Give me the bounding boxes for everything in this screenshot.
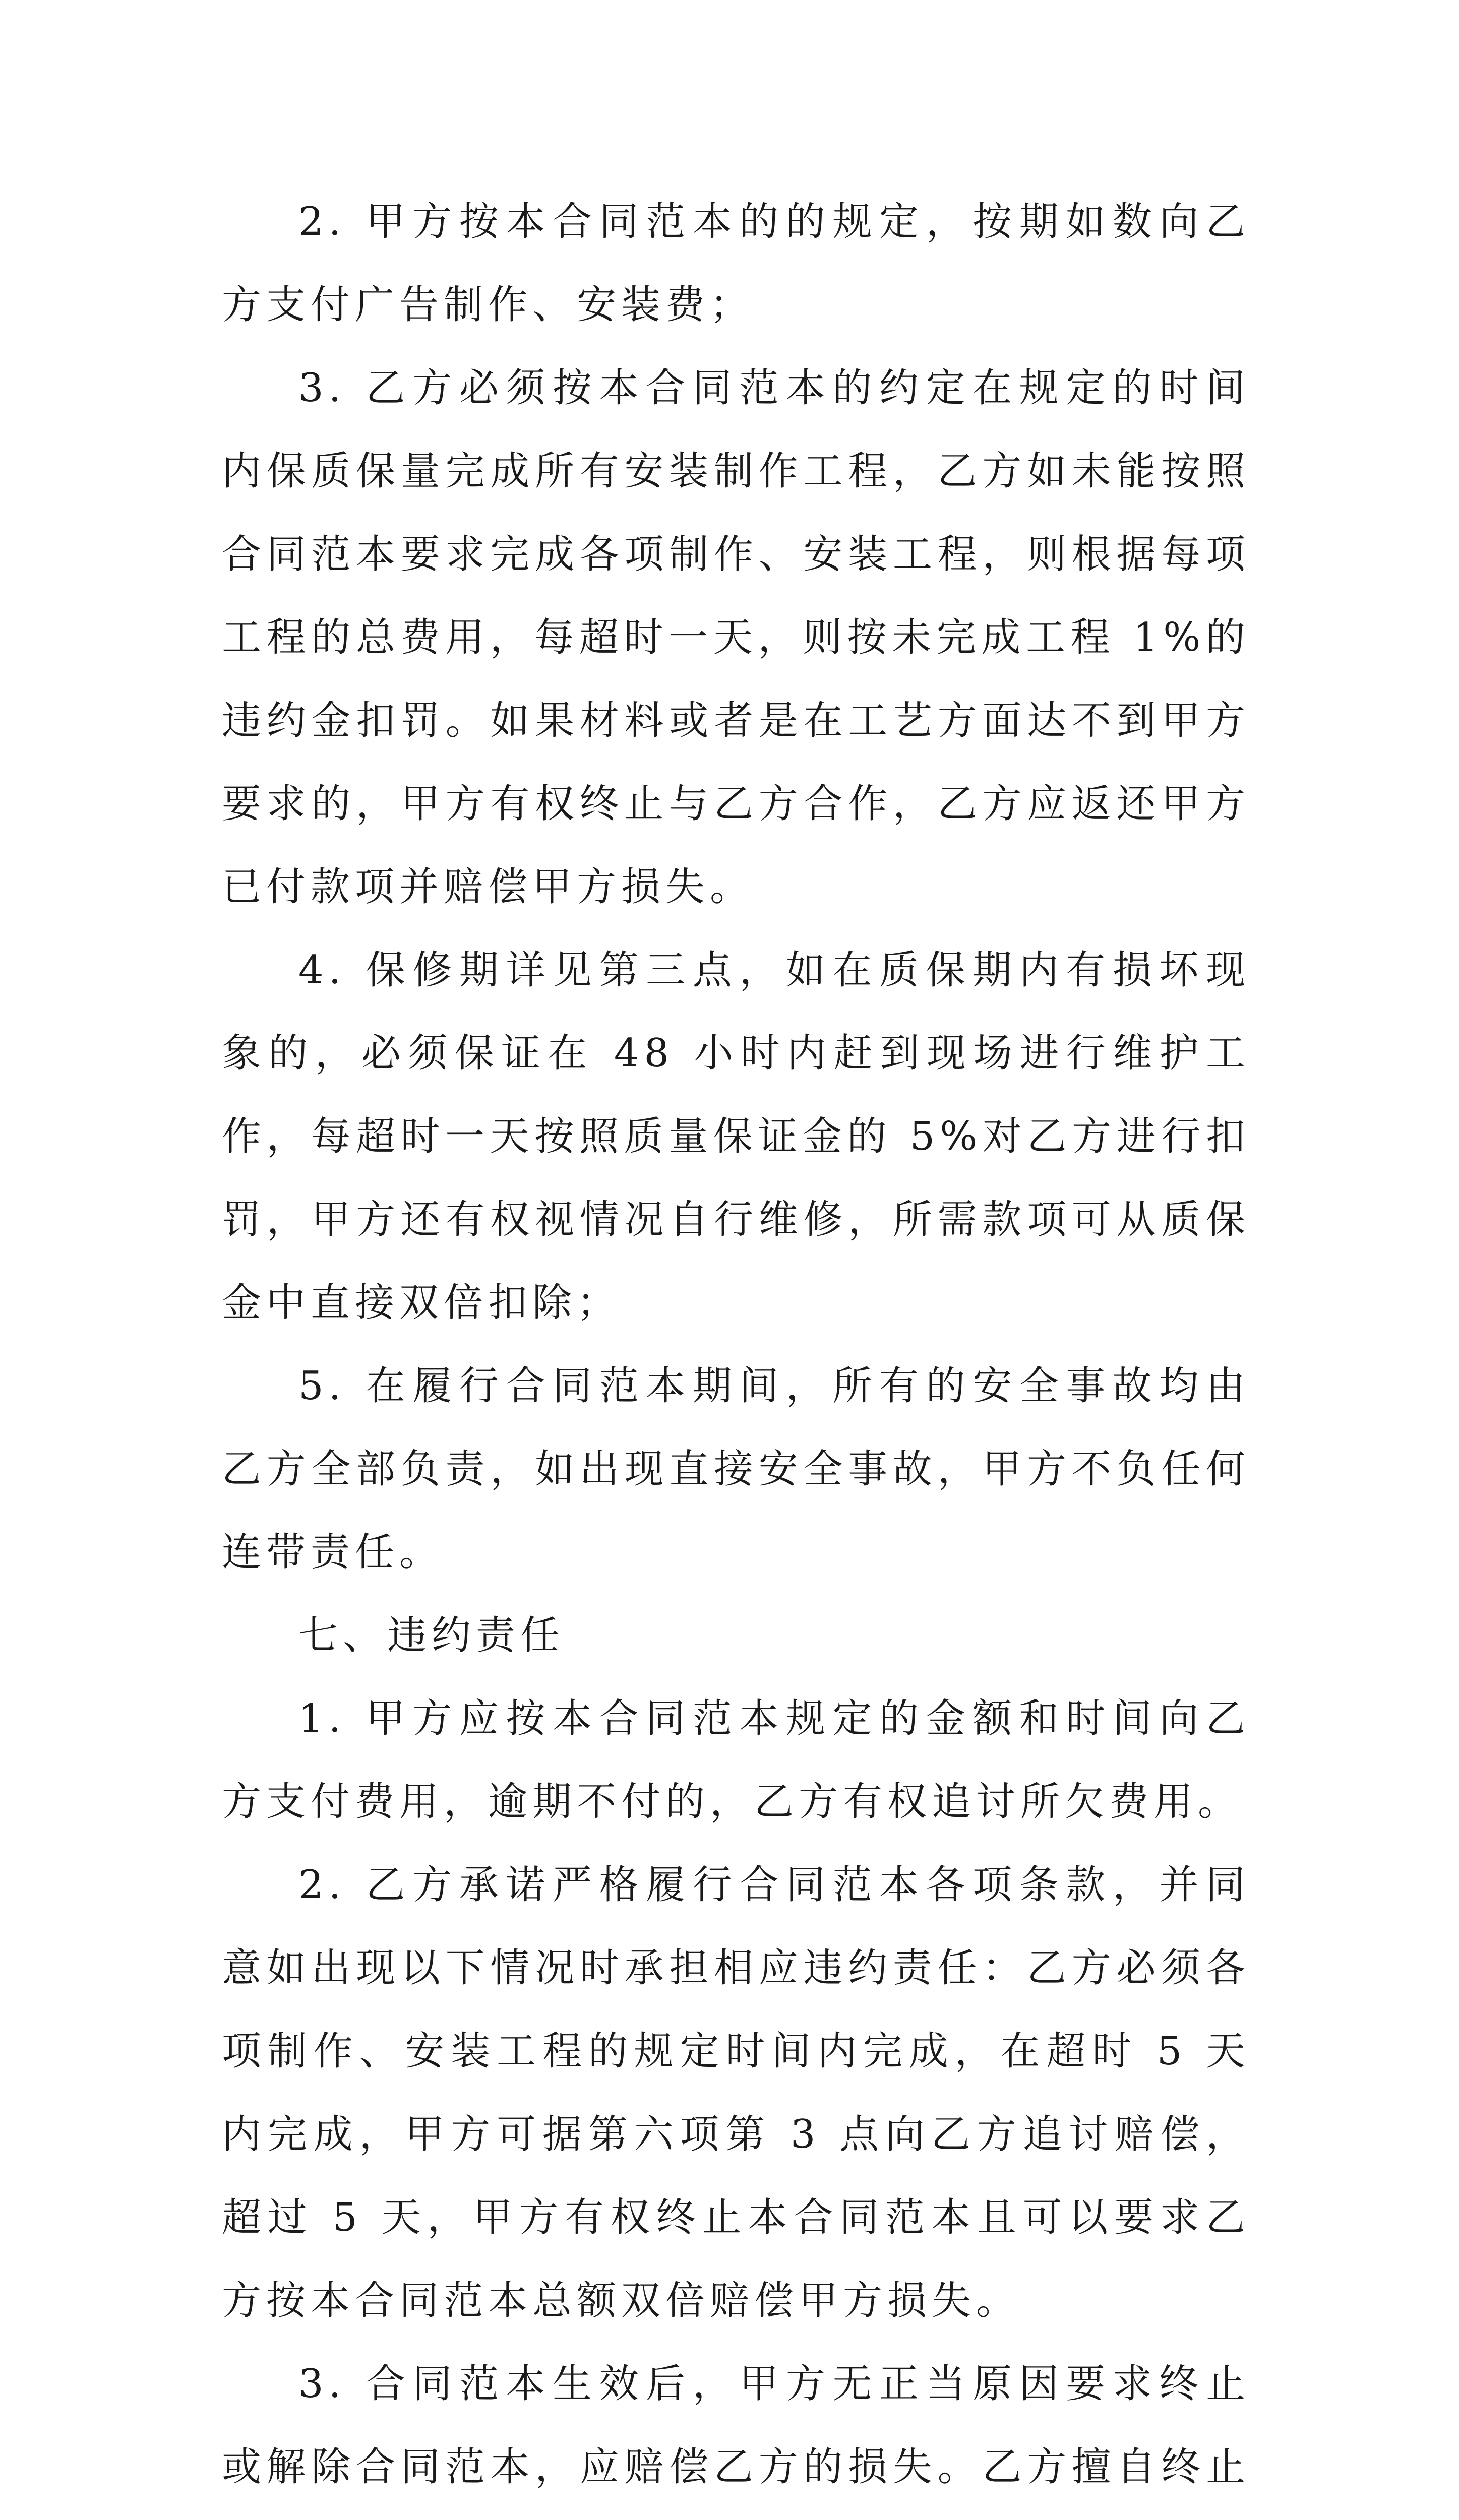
document-body [222, 180, 1250, 2520]
section-heading: 七、违约责任 [298, 1613, 565, 1658]
clause-paragraph: 2. 甲方按本合同范本的的规定，按期如数向乙方支付广告制作、安装费； [222, 199, 1250, 328]
clause-paragraph: 4. 保修期详见第三点，如在质保期内有损坏现象的，必须保证在 48 小时内赶到现场进行维护工作，每超时一天按照质量保证金的 5%对乙方进行扣罚，甲方还有权视情况自行维修，所需款项可从质保金中直接双倍扣除； [222, 948, 1250, 1326]
clause-paragraph: 3. 乙方必须按本合同范本的约定在规定的时间内保质保量完成所有安装制作工程，乙方如未能按照合同范本要求完成各项制作、安装工程，则根据每项工程的总费用，每超时一天，则按未完成工程 1%的违约金扣罚。如果材料或者是在工艺方面达不到甲方要求的，甲方有权终止与乙方合作，乙方应返还甲方已付款项并赔偿甲方损失。 [222, 365, 1250, 910]
clause-paragraph: 3. 合同范本生效后，甲方无正当原因要求终止或解除合同范本，应赔偿乙方的损失。乙方擅自终止 [222, 2361, 1250, 2490]
clause-paragraph: 1. 甲方应按本合同范本规定的金额和时间向乙方支付费用，逾期不付的，乙方有权追讨所欠费用。 [222, 1696, 1250, 1824]
clause-paragraph: 5. 在履行合同范本期间，所有的安全事故均由乙方全部负责，如出现直接安全事故，甲方不负任何连带责任。 [222, 1363, 1250, 1575]
clause-paragraph: 2. 乙方承诺严格履行合同范本各项条款，并同意如出现以下情况时承担相应违约责任：乙方必须各项制作、安装工程的规定时间内完成，在超时 5 天内完成，甲方可据第六项第 3 点向乙方追讨赔偿，超过 5 天，甲方有权终止本合同范本且可以要求乙方按本合同范本总额双倍赔偿甲方损失。 [222, 1862, 1250, 2323]
